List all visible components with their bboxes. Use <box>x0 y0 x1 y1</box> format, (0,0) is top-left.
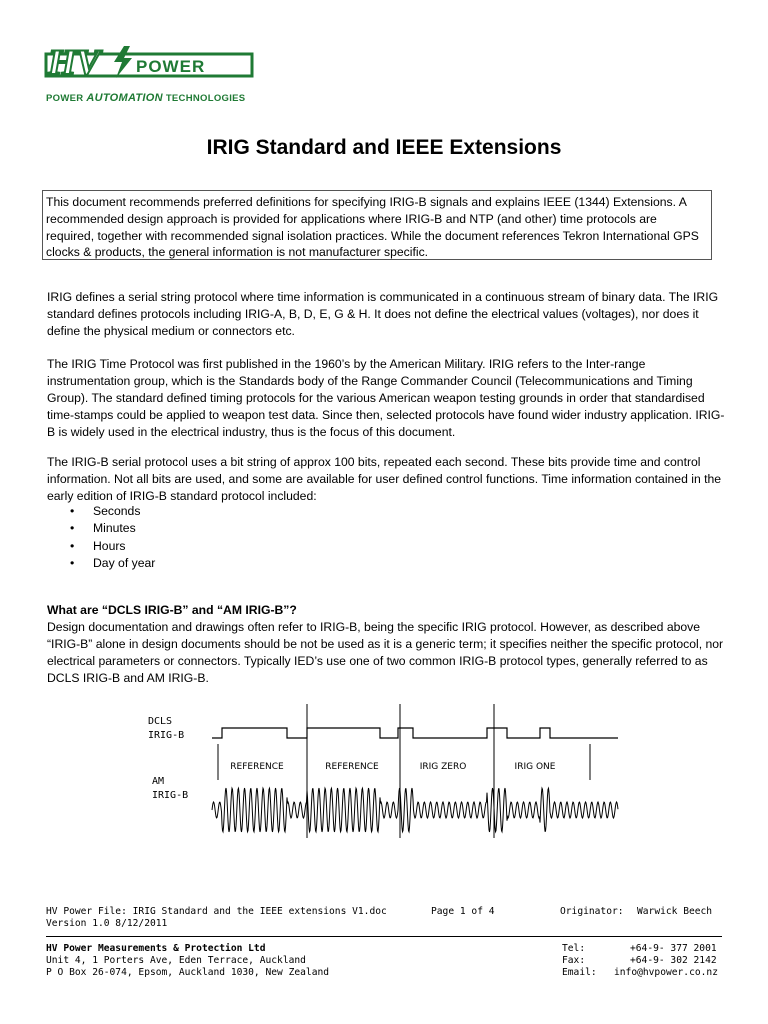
footer-address-2: P O Box 26-074, Epsom, Auckland 1030, New Zealand <box>46 967 330 978</box>
footer-tel: +64-9- 377 2001 <box>630 943 717 954</box>
section-heading: What are “DCLS IRIG-B” and “AM IRIG-B”? <box>47 603 297 617</box>
logo-tagline: POWER AUTOMATION TECHNOLOGIES <box>46 92 246 104</box>
logo-word-text: POWER <box>136 57 206 76</box>
section-paragraph: Design documentation and drawings often refer to IRIG-B, being the specific IRIG protocol. However, as described above “IRIG-B” alone in design documents should be not be used as it is a generic term; it specifies neither the specific protocol, nor electrical parameters or connectors. Typically IED’s use one of two common IRIG-B protocol types, generally referred to as DCLS IRIG-B and AM IRIG-B. <box>47 620 724 685</box>
document-title: IRIG Standard and IEEE Extensions <box>206 136 562 159</box>
company-logo <box>44 40 256 106</box>
irig-waveform-diagram <box>130 700 630 848</box>
dcls-label-line1: DCLS <box>148 716 173 727</box>
footer-version: Version 1.0 8/12/2011 <box>46 918 168 929</box>
paragraph-1: IRIG defines a serial string protocol where time information is communicated in a continuous stream of binary data. The IRIG standard defines protocols including IRIG-A, B, D, E, G & H. It does not define the electrical values (voltages), nor does it define the physical medium or connectors etc. <box>47 290 719 338</box>
footer-email-label: Email: <box>562 967 597 978</box>
segment-label: IRIG ZERO <box>419 762 467 772</box>
footer-fax: +64-9- 302 2142 <box>630 955 717 966</box>
footer-page: Page 1 of 4 <box>431 906 495 917</box>
list-item: • Seconds <box>70 503 155 520</box>
footer-file: HV Power File: IRIG Standard and the IEEE extensions V1.doc <box>46 906 387 917</box>
dcls-label-line2: IRIG-B <box>148 730 185 741</box>
footer-originator-label: Originator: <box>560 906 624 917</box>
segment-label: REFERENCE <box>230 762 284 772</box>
am-label-line1: AM <box>152 776 165 787</box>
footer-address-1: Unit 4, 1 Porters Ave, Eden Terrace, Auckland <box>46 955 306 966</box>
am-label-line2: IRIG-B <box>152 790 189 801</box>
footer-email: info@hvpower.co.nz <box>614 967 718 978</box>
list-item: • Minutes <box>70 520 155 537</box>
list-item: • Day of year <box>70 555 155 572</box>
footer-originator: Warwick Beech <box>637 906 713 917</box>
paragraph-2: The IRIG Time Protocol was first published in the 1960’s by the American Military. IRIG refers to the Inter-range instrumentation group, which is the Standards body of the Range Commander Council (Telecommunications and Timing Group). The standard defined timing protocols for the various American weapon testing grounds in order that standardised time-stamps could be applied to weapon test data. Since then, selected protocols have found wider industry application. IRIG-B is widely used in the electrical industry, thus is the focus of this document. <box>47 357 725 439</box>
hv-power-logo-mark <box>44 40 256 82</box>
dcls-waveform <box>212 728 618 738</box>
footer-divider <box>46 936 722 937</box>
time-info-list <box>70 503 155 572</box>
footer-company: HV Power Measurements & Protection Ltd <box>46 943 266 954</box>
list-item: • Hours <box>70 538 155 555</box>
segment-label: IRIG ONE <box>514 762 556 772</box>
paragraph-3: The IRIG-B serial protocol uses a bit string of approx 100 bits, repeated each second. These bits provide time and control information. Not all bits are used, and some are available for user defined control functions. Time information contained in the early edition of IRIG-B standard protocol included: <box>47 455 722 503</box>
footer-tel-label: Tel: <box>562 943 586 954</box>
footer-fax-label: Fax: <box>562 955 586 966</box>
am-waveform <box>212 788 618 832</box>
logo-mark-text: HV <box>48 42 101 82</box>
abstract-box: This document recommends preferred definitions for specifying IRIG-B signals and explains IEEE (1344) Extensions. A recommended design approach is provided for applications where IRIG-B and NTP (and other) time protocols are required, together with recommended signal isolation practices. While the document references Tekron International GPS clocks & products, the general information is not manufacturer specific. <box>42 190 712 260</box>
segment-label: REFERENCE <box>325 762 379 772</box>
